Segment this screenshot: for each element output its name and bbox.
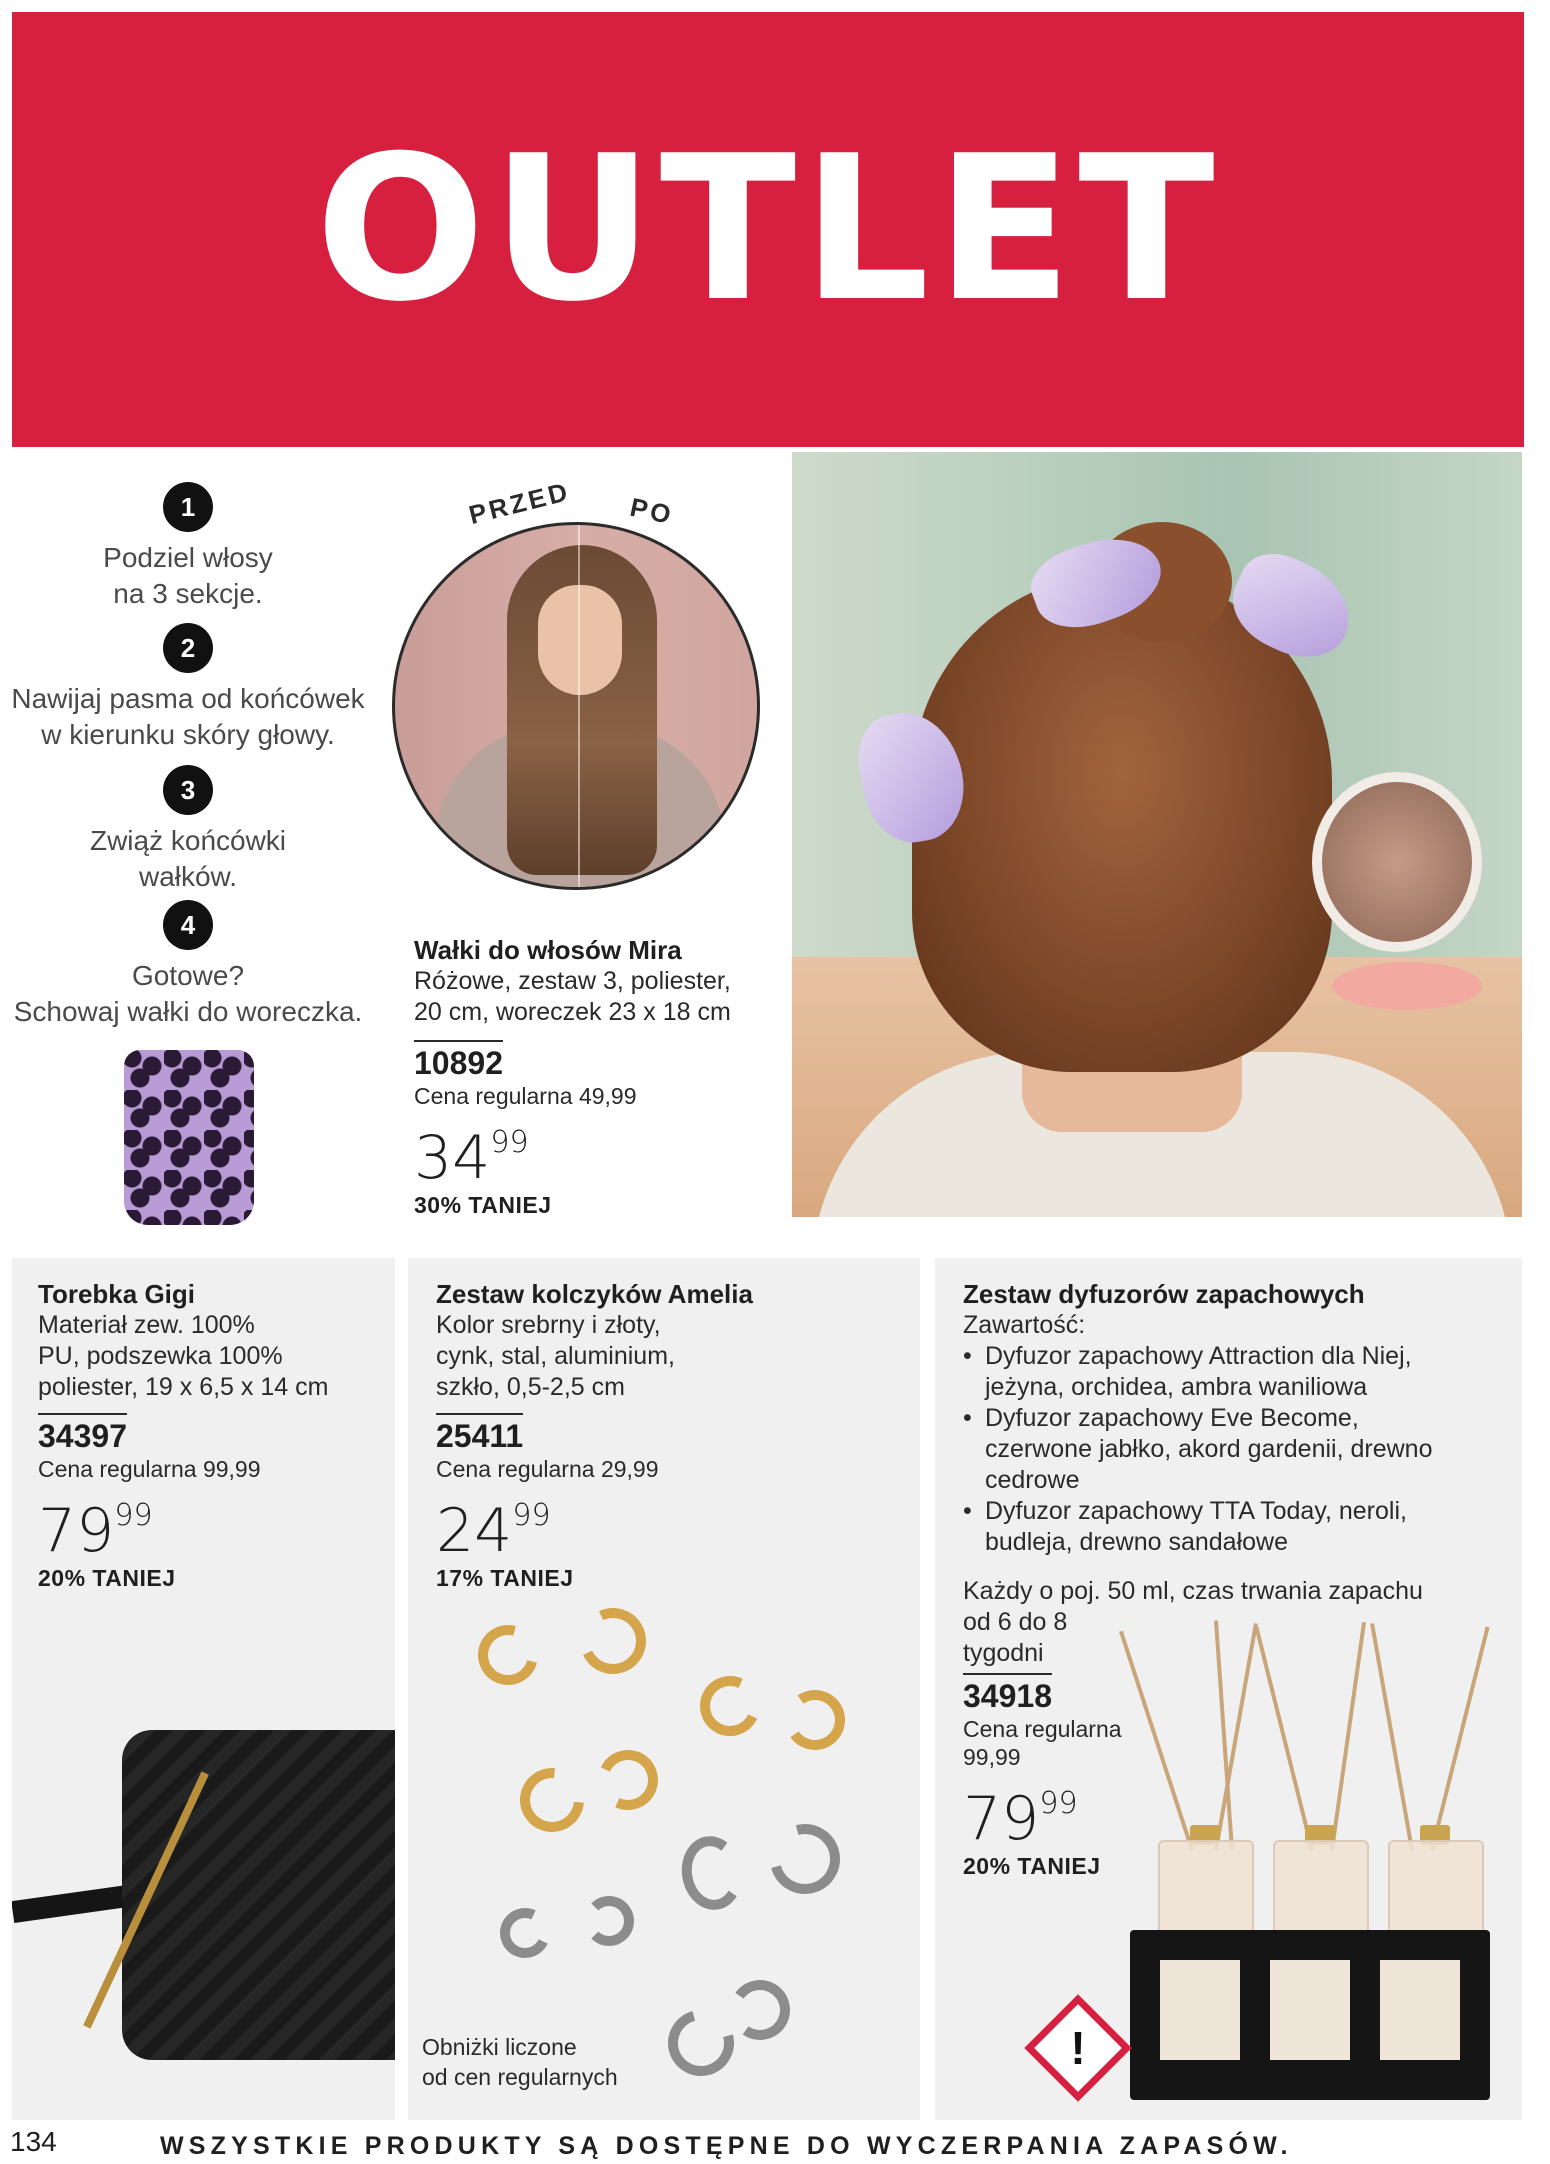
capacity-info: Każdy o poj. 50 ml, czas trwania zapachu od 6 do 8 tygodni — [963, 1577, 1423, 1667]
discount-badge: 17% TANIEJ — [436, 1565, 574, 1591]
step-2 — [0, 623, 376, 753]
contents-item: • Dyfuzor zapachowy Eve Become, czerwone jabłko, akord gardenii, drewno cedrowe — [963, 1404, 1433, 1494]
sale-price: $79^{99}$ — [963, 1784, 1078, 1854]
regular-price: Cena regularna 49,99 — [414, 1083, 637, 1109]
product-code: 25411 — [436, 1413, 523, 1455]
discount-badge: 20% TANIEJ — [963, 1853, 1101, 1879]
availability-note: WSZYSTKIE PRODUKTY SĄ DOSTĘPNE DO WYCZERPANIA ZAPASÓW. — [160, 2132, 1293, 2160]
product-code: 34397 — [38, 1413, 127, 1455]
step-text: Nawijaj pasma od końcówek w kierunku skóry głowy. — [11, 683, 365, 750]
step-text: Zwiąż końcówki wałków. — [89, 825, 287, 892]
page-number: 134 — [10, 2126, 57, 2157]
product-name: Torebka Gigi — [38, 1279, 195, 1309]
step-number: 3 — [163, 765, 213, 815]
bullet-icon: • — [963, 1497, 972, 1525]
step-4 — [0, 900, 376, 1030]
hair-rollers-photo — [792, 452, 1522, 1217]
step-number: 2 — [163, 623, 213, 673]
product-earrings — [436, 1278, 906, 1592]
step-1 — [0, 482, 376, 612]
discount-badge: 20% TANIEJ — [38, 1565, 176, 1591]
step-number: 1 — [163, 482, 213, 532]
before-after-photo — [392, 522, 760, 890]
regular-price: Cena regularna 29,99 — [436, 1456, 659, 1482]
step-number: 4 — [163, 900, 213, 950]
regular-price: Cena regularna 99,99 — [38, 1456, 261, 1482]
after-label: PO — [627, 491, 677, 531]
sale-price: $79^{99}$ — [38, 1496, 153, 1566]
roller-pouch-image — [124, 1050, 254, 1225]
bullet-icon: • — [963, 1342, 972, 1370]
bag-image — [12, 1700, 395, 2120]
product-code: 34918 — [963, 1673, 1052, 1715]
product-name: Wałki do włosów Mira — [414, 935, 682, 965]
contents-label: Zawartość: — [963, 1311, 1086, 1339]
bullet-icon: • — [963, 1404, 972, 1432]
product-rollers — [414, 934, 794, 1219]
contents-item: • Dyfuzor zapachowy TTA Today, neroli, budleja, drewno sandałowe — [963, 1497, 1407, 1556]
sale-price: $34^{99}$ — [414, 1123, 529, 1193]
before-label: PRZED — [465, 475, 574, 531]
product-description: Materiał zew. 100% PU, podszewka 100% poliester, 19 x 6,5 x 14 cm — [38, 1311, 329, 1401]
outlet-banner — [12, 12, 1524, 447]
exclamation-icon: ! — [1070, 2022, 1086, 2074]
product-name: Zestaw kolczyków Amelia — [436, 1279, 753, 1309]
discount-note: Obniżki liczone od cen regularnych — [422, 2034, 618, 2090]
step-text: Gotowe? Schowaj wałki do woreczka. — [13, 960, 363, 1027]
discount-badge: 30% TANIEJ — [414, 1192, 552, 1218]
sale-price: $24^{99}$ — [436, 1496, 551, 1566]
step-text: Podziel włosy na 3 sekcje. — [103, 542, 273, 609]
banner-title: OUTLET — [315, 113, 1221, 346]
diffusers-image — [1130, 1600, 1520, 2100]
product-description: Kolor srebrny i złoty, cynk, stal, aluminium, szkło, 0,5-2,5 cm — [436, 1311, 675, 1401]
product-code: 10892 — [414, 1040, 503, 1082]
step-3 — [0, 765, 376, 895]
product-bag — [38, 1278, 388, 1592]
product-description: Różowe, zestaw 3, poliester, 20 cm, woreczek 23 x 18 cm — [414, 967, 731, 1026]
contents-item: • Dyfuzor zapachowy Attraction dla Niej, jeżyna, orchidea, ambra waniliowa — [963, 1342, 1412, 1401]
product-name: Zestaw dyfuzorów zapachowych — [963, 1279, 1365, 1309]
regular-price: Cena regularna 99,99 — [963, 1716, 1122, 1770]
